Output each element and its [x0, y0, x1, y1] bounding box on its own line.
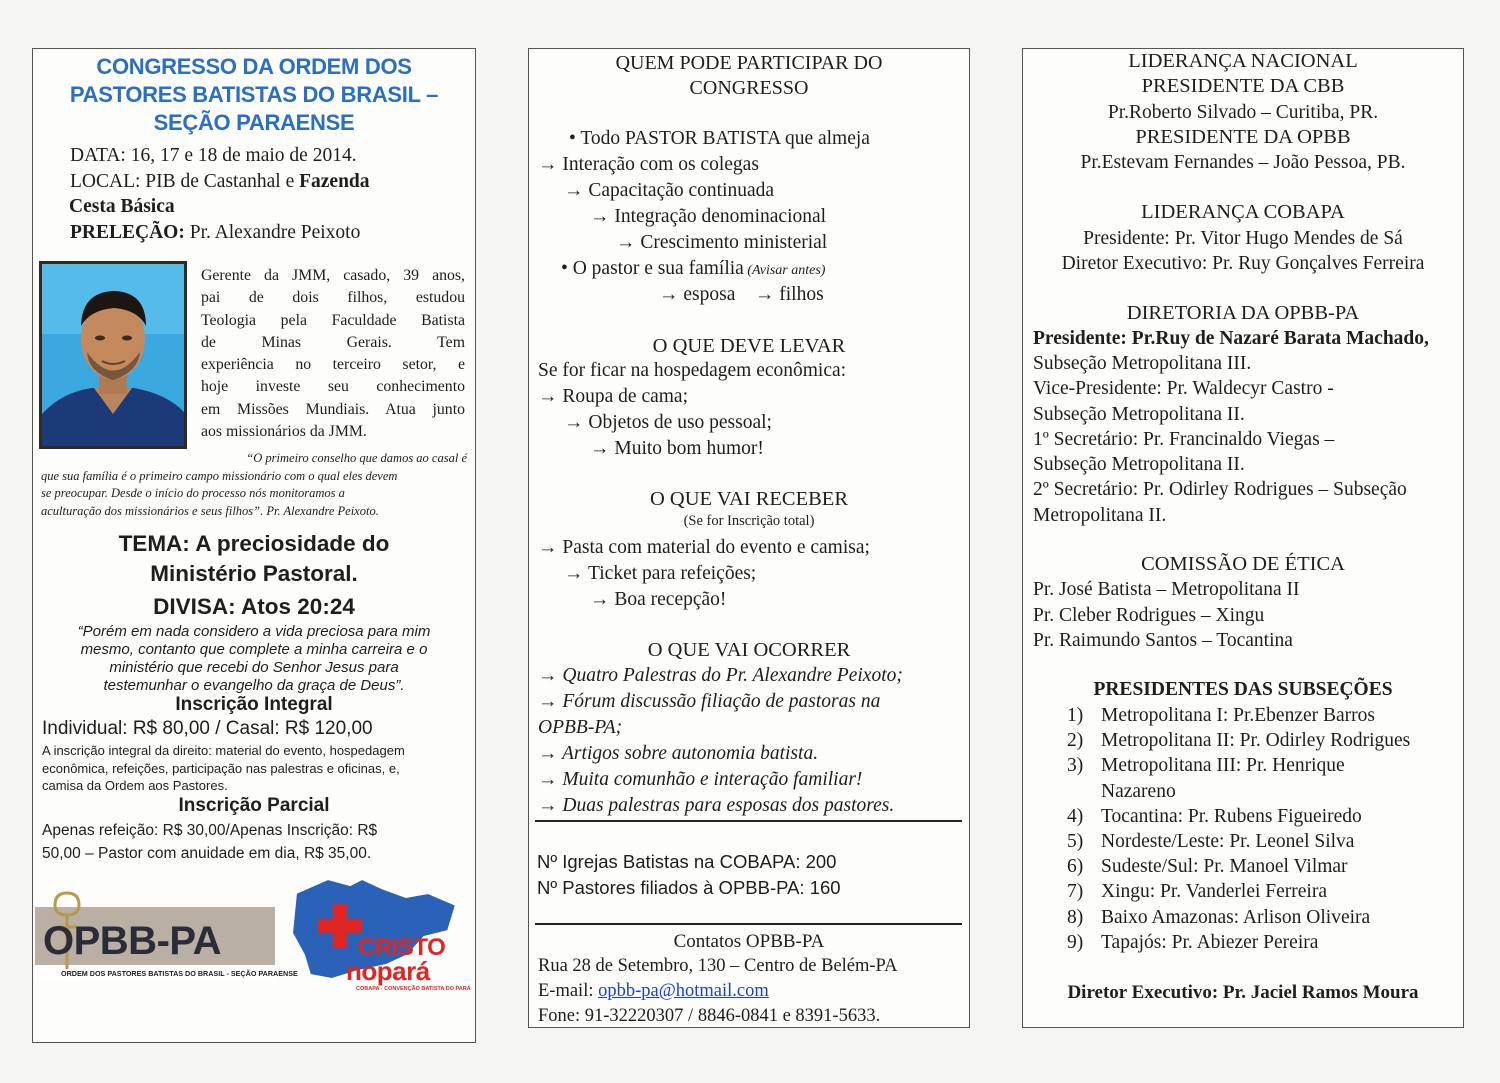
section-divider — [535, 820, 962, 822]
parcial-line: Apenas refeição: R$ 30,00/Apenas Inscrição: R$ — [42, 822, 378, 839]
speaker-photo-frame — [39, 261, 187, 449]
quote-line: aculturação dos missionários e seus filhos”. Pr. Alexandre Peixoto. — [41, 503, 379, 518]
opbb-president-name: Pr.Estevam Fernandes – João Pessoa, PB. — [1080, 152, 1406, 173]
local-line — [70, 169, 370, 195]
integral-desc — [42, 742, 405, 795]
date-value: 16, 17 e 18 de maio de 2014. — [130, 145, 357, 166]
stat-line: Nº Pastores filiados à OPBB-PA: 160 — [537, 876, 841, 898]
subsection-name: Xingu: Pr. Vanderlei Ferreira — [1101, 881, 1328, 903]
occur-item: → Duas palestras para esposas dos pastores. — [538, 795, 895, 816]
bio-line: em Missões Mundiais. Atua junto — [201, 400, 465, 418]
bio-line: experiência no terceiro setor, e — [201, 356, 465, 374]
contact-phone: Fone: 91-32220307 / 8846-0841 e 8391-5633. — [538, 1006, 881, 1026]
subsection-name: Metropolitana II: Pr. Odirley Rodrigues — [1101, 730, 1411, 752]
ethics-list — [1033, 577, 1299, 654]
title-line: SEÇÃO PARAENSE — [153, 110, 355, 135]
left-panel — [32, 48, 476, 1043]
verse-line: ministério que recebi do Senhor Jesus para — [109, 659, 399, 676]
occur-title: O QUE VAI OCORRER — [647, 639, 851, 661]
subsection-name: Tapajós: Pr. Abiezer Pereira — [1101, 931, 1319, 953]
speaker-quote — [41, 450, 467, 520]
bio-line: de Minas Gerais. Tem — [201, 333, 465, 351]
receive-title: O QUE VAI RECEBER — [650, 488, 848, 510]
contact-email-label: E-mail: — [538, 981, 599, 1001]
subsection-item — [1067, 753, 1447, 778]
title-line: PASTORES BATISTAS DO BRASIL – — [69, 82, 439, 107]
board-president: Presidente: Pr.Ruy de Nazaré Barata Machado, — [1033, 328, 1429, 349]
opbb-president-title: PRESIDENTE DA OPBB — [1135, 126, 1351, 148]
local-and: e — [285, 170, 295, 192]
local-value-3: Cesta Básica — [69, 196, 175, 217]
prelecao-label: PRELEÇÃO: — [70, 221, 185, 243]
quote-line: se preocupar. Desde o início do processo nós monitoramos a — [41, 486, 345, 500]
ethics-title: COMISSÃO DE ÉTICA — [1141, 553, 1345, 575]
board-list — [1033, 351, 1407, 528]
integral-price: Individual: R$ 80,00 / Casal: R$ 120,00 — [42, 718, 373, 739]
board-line: 2º Secretário: Pr. Odirley Rodrigues – Subseção — [1033, 479, 1407, 501]
contact-email-link[interactable]: opbb-pa@hotmail.com — [598, 981, 769, 1001]
subsection-name: Metropolitana I: Pr.Ebenzer Barros — [1101, 705, 1375, 726]
subsection-item — [1067, 703, 1447, 728]
contact-title: Contatos OPBB-PA — [673, 931, 825, 952]
verse-line: mesmo, contanto que complete a minha carreira e o — [80, 641, 428, 658]
bio-line: aos missionários da JMM. — [201, 423, 367, 441]
parcial-desc — [42, 820, 377, 865]
date-line — [70, 143, 370, 169]
participants-bullet-2 — [561, 256, 825, 284]
occur-item: OPBB-PA; — [538, 717, 623, 738]
bio-line: pai de dois filhos, estudou — [201, 289, 465, 307]
subsection-num: 7) — [1067, 881, 1084, 903]
opbb-logo-subtitle: ORDEM DOS PASTORES BATISTAS DO BRASIL - SEÇÃO PARAENSE — [61, 969, 298, 978]
receive-item: → Ticket para refeições; — [564, 563, 757, 584]
subsection-item — [1067, 829, 1447, 854]
subsection-name: Tocantina: Pr. Rubens Figueiredo — [1101, 805, 1362, 827]
national-leadership-title: LIDERANÇA NACIONAL — [1128, 50, 1358, 72]
subsection-num: 3) — [1067, 755, 1084, 777]
participants-item: → Interação com os colegas — [538, 154, 759, 175]
cbb-president-name: Pr.Roberto Silvado – Curitiba, PR. — [1107, 102, 1379, 123]
bring-item: → Objetos de uso pessoal; — [564, 412, 772, 433]
logo-cristo: CRISTO — [358, 934, 446, 961]
de-cristo-no-para-logo — [288, 875, 471, 995]
board-line: 1º Secretário: Pr. Francinaldo Viegas – — [1033, 428, 1335, 450]
bullet-strong: PASTOR BATISTA — [625, 128, 781, 149]
speaker-bio — [201, 265, 465, 443]
subsection-num: 2) — [1067, 730, 1084, 752]
prelecao-line — [70, 220, 370, 246]
verse-line: “Porém em nada considero a vida preciosa para mim — [77, 623, 431, 640]
participants-item: → Capacitação continuada — [564, 180, 775, 201]
quote-line: “O primeiro conselho que damos ao casal é — [246, 451, 467, 465]
participants-item: → Crescimento ministerial — [616, 232, 828, 253]
occur-item: → Muita comunhão e interação familiar! — [538, 769, 863, 790]
divisa: DIVISA: Atos 20:24 — [153, 594, 355, 619]
cobapa-title: LIDERANÇA COBAPA — [1141, 201, 1345, 223]
subsections-list — [1067, 703, 1447, 955]
board-title: DIRETORIA DA OPBB-PA — [1126, 302, 1360, 324]
receive-item: → Boa recepção! — [590, 589, 727, 610]
integral-desc-line: camisa da Ordem aos Pastores. — [42, 778, 228, 793]
integral-desc-line: econômica, refeições, participação nas palestras e oficinas, e, — [42, 760, 400, 776]
logo-nopara: nopará — [346, 956, 430, 986]
subsections-title: PRESIDENTES DAS SUBSEÇÕES — [1093, 679, 1393, 700]
parcial-title: Inscrição Parcial — [178, 795, 330, 816]
contact-divider — [535, 923, 962, 925]
participants-bullet-1 — [569, 126, 870, 152]
subsection-item — [1067, 879, 1447, 904]
subsection-name: Sudeste/Sul: Pr. Manoel Vilmar — [1101, 856, 1348, 878]
bullet-text: • O pastor e sua família — [561, 258, 744, 279]
subsection-name: Metropolitana III: Pr. Henrique — [1101, 755, 1345, 777]
participants-item: → Integração denominacional — [590, 206, 827, 227]
subsection-num: 1) — [1067, 705, 1084, 726]
bring-title: O QUE DEVE LEVAR — [652, 335, 846, 357]
executive-director: Diretor Executivo: Pr. Jaciel Ramos Moura — [1067, 982, 1419, 1003]
subsection-num: 9) — [1067, 931, 1084, 953]
verse — [33, 623, 475, 695]
tema — [33, 529, 475, 588]
subsection-item — [1067, 930, 1447, 955]
tema-line: TEMA: A preciosidade do — [118, 531, 390, 556]
middle-panel — [528, 48, 970, 1028]
local-label: LOCAL: — [70, 170, 141, 192]
ethics-line: Pr. José Batista – Metropolitana II — [1033, 579, 1300, 600]
parcial-line: 50,00 – Pastor com anuidade em dia, R$ 35,00. — [42, 844, 372, 862]
subsection-num: 4) — [1067, 805, 1084, 827]
participants-family: → esposa → filhos — [659, 284, 824, 305]
right-panel — [1022, 48, 1464, 1028]
occur-item: → Fórum discussão filiação de pastoras na — [538, 691, 881, 712]
subsection-name: Nordeste/Leste: Pr. Leonel Silva — [1101, 831, 1355, 853]
cobapa-line: Presidente: Pr. Vitor Hugo Mendes de Sá — [1083, 228, 1403, 249]
subsection-item — [1067, 728, 1447, 753]
subsection-num — [1067, 779, 1101, 804]
participants-title — [529, 51, 969, 101]
ethics-line: Pr. Raimundo Santos – Tocantina — [1033, 630, 1293, 651]
subsection-name: Baixo Amazonas: Arlison Oliveira — [1101, 906, 1371, 928]
board-line: Metropolitana II. — [1033, 504, 1167, 526]
subsection-num: 6) — [1067, 856, 1084, 878]
occur-item: → Quatro Palestras do Pr. Alexandre Peixoto; — [538, 665, 903, 686]
integral-title: Inscrição Integral — [175, 694, 333, 715]
contact-email-line — [538, 979, 769, 1004]
logo-cobapa-sub: COBAPA - CONVENÇÃO BATISTA DO PARÁ — [356, 986, 471, 992]
contact-address: Rua 28 de Setembro, 130 – Centro de Belém-PA — [538, 956, 898, 976]
local-value-2: Fazenda — [299, 170, 370, 192]
prelecao-value: Pr. Alexandre Peixoto — [189, 221, 361, 243]
bullet-text: • Todo — [569, 128, 626, 149]
subsection-item — [1067, 804, 1447, 829]
bio-line: Teologia pela Faculdade Batista — [201, 311, 465, 329]
integral-desc-line: A inscrição integral da direito: material do evento, hospedagem — [42, 743, 405, 758]
tema-line: Ministério Pastoral. — [150, 560, 358, 586]
quote-line: que sua família é o primeiro campo missionário com o qual eles devem — [41, 468, 398, 483]
stat-line: Nº Igrejas Batistas na COBAPA: 200 — [537, 851, 837, 872]
subsection-name: Nazareno — [1101, 780, 1176, 802]
local-value: PIB de Castanhal — [145, 170, 281, 192]
subsection-num: 8) — [1067, 906, 1084, 928]
occur-list — [538, 663, 903, 819]
board-line: Subseção Metropolitana II. — [1033, 454, 1245, 476]
receive-item: → Pasta com material do evento e camisa; — [538, 537, 870, 558]
cbb-president-title: PRESIDENTE DA CBB — [1141, 75, 1345, 97]
participants-title-line: QUEM PODE PARTICIPAR DO — [615, 52, 883, 74]
verse-line: testemunhar o evangelho da graça de Deus”. — [103, 677, 405, 694]
receive-subtitle: (Se for Inscrição total) — [683, 513, 815, 529]
bullet-text: que almeja — [780, 128, 870, 149]
bio-line: Gerente da JMM, casado, 39 anos, — [201, 267, 465, 284]
occur-item: → Artigos sobre autonomia batista. — [538, 743, 819, 764]
speaker-photo — [42, 264, 184, 446]
subsection-num: 5) — [1067, 831, 1084, 853]
bring-item: → Muito bom humor! — [590, 438, 764, 459]
bio-line: hoje investe seu conhecimento — [201, 378, 465, 396]
subsection-item — [1067, 854, 1447, 879]
event-info — [70, 143, 370, 245]
date-label: DATA: — [70, 145, 126, 166]
participants-title-line: CONGRESSO — [689, 77, 809, 99]
bring-item: → Roupa de cama; — [538, 386, 688, 407]
title-line: CONGRESSO DA ORDEM DOS — [96, 54, 412, 79]
stats — [537, 849, 841, 900]
opbb-pa-logo — [35, 887, 298, 985]
subsection-item — [1067, 905, 1447, 930]
board-line: Vice-Presidente: Pr. Waldecyr Castro - — [1033, 378, 1334, 400]
bring-intro: Se for ficar na hospedagem econômica: — [538, 360, 847, 381]
subsection-item — [1067, 779, 1447, 804]
bullet-note: (Avisar antes) — [743, 263, 826, 278]
logo-de: de — [368, 910, 399, 940]
cobapa-line: Diretor Executivo: Pr. Ruy Gonçalves Ferreira — [1061, 253, 1425, 274]
congress-title — [33, 53, 475, 137]
board-line: Subseção Metropolitana III. — [1033, 353, 1252, 374]
ethics-line: Pr. Cleber Rodrigues – Xingu — [1033, 604, 1265, 626]
board-line: Subseção Metropolitana II. — [1033, 403, 1245, 425]
opbb-logo-text: OPBB-PA — [43, 919, 221, 963]
